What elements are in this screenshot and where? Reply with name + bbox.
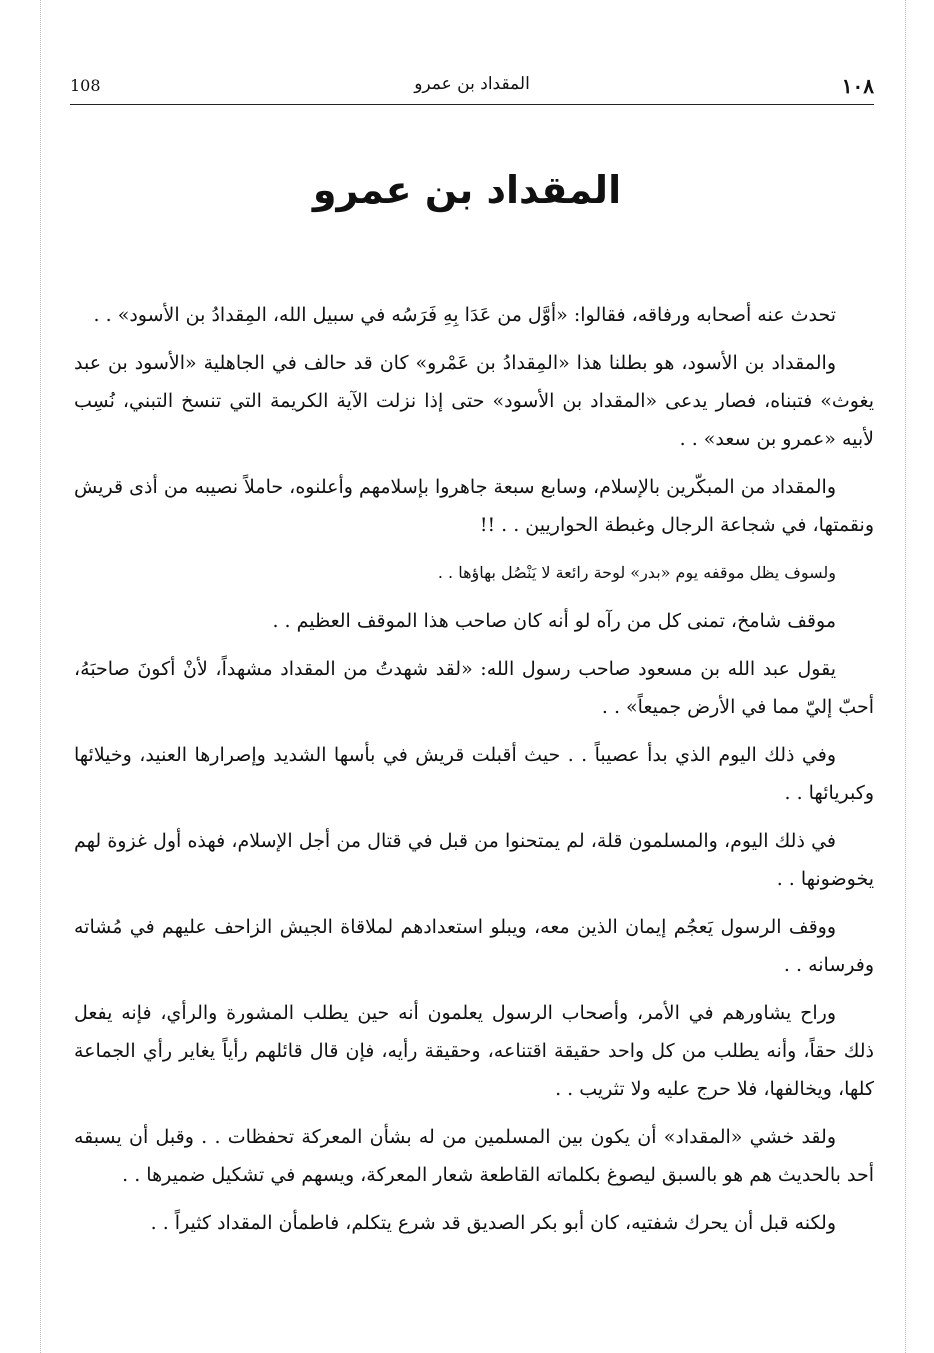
paragraph: في ذلك اليوم، والمسلمون قلة، لم يمتحنوا من قبل في قتال من أجل الإسلام، فهذه أول غزوة لهم يخوضونها . . — [74, 830, 874, 890]
paragraph: وفي ذلك اليوم الذي بدأ عصيباً . . حيث أقبلت قريش في بأسها الشديد وإصرارها العنيد، وخيلائها وكبريائها . . — [74, 744, 874, 804]
paragraph: والمقداد من المبكّرين بالإسلام، وسابع سبعة جاهروا بإسلامهم وأعلنوه، حاملاً نصيبه من أذى قريش ونقمتها، في شجاعة الرجال وغبطة الحواريين . . !! — [74, 476, 874, 536]
paragraph: وراح يشاورهم في الأمر، وأصحاب الرسول يعلمون أنه حين يطلب المشورة والرأي، فإنه يفعل ذلك حقاً، وأنه يطلب من كل واحد حقيقة اقتناعه، وحقيقة رأيه، فإن قال قائلهم رأياً يغاير رأي الجماعة كلها، ويخالفها، فلا حرج عليه ولا تثريب . . — [74, 1002, 874, 1100]
paragraph: تحدث عنه أصحابه ورفاقه، فقالوا: «أوَّل من عَدَا بِهِ فَرَسُه في سبيل الله، المِقدادُ بن الأسود» . . — [93, 304, 836, 326]
page-number-arabic: ١٠٨ — [841, 74, 874, 98]
paragraph: ولقد خشي «المقداد» أن يكون بين المسلمين من له بشأن المعركة تحفظات . . وقبل أن يسبقه أحد بالحديث هم هو بالسبق ليصوغ بكلماته القاطعة شعار المعركة، ويسهم في تشكيل ضميرها . . — [74, 1126, 874, 1186]
chapter-title: المقداد بن عمرو — [312, 168, 622, 212]
chapter-body — [74, 296, 874, 1252]
paragraph: ولكنه قبل أن يحرك شفتيه، كان أبو بكر الصديق قد شرع يتكلم، فاطمأن المقداد كثيراً . . — [150, 1212, 836, 1234]
page-number-latin: 108 — [70, 76, 101, 95]
paragraph: يقول عبد الله بن مسعود صاحب رسول الله: «لقد شهدتُ من المقداد مشهداً، لأنْ أكونَ صاحبَهُ، أحبّ إليّ مما في الأرض جميعاً» . . — [74, 658, 874, 718]
paragraph: موقف شامخ، تمنى كل من رآه لو أنه كان صاحب هذا الموقف العظيم . . — [272, 610, 836, 632]
page-header — [70, 70, 874, 105]
paragraph: والمقداد بن الأسود، هو بطلنا هذا «المِقدادُ بن عَمْرو» كان قد حالف في الجاهلية «الأسود بن عبد يغوث» فتبناه، فصار يدعى «المقداد بن الأسود» حتى إذا نزلت الآية الكريمة التي تنسخ التبني، نُسِب لأبيه «عمرو بن سعد» . . — [74, 352, 874, 450]
paragraph: ووقف الرسول يَعجُم إيمان الذين معه، ويبلو استعدادهم لملاقاة الجيش الزاحف عليهم في مُشاته وفرسانه . . — [74, 916, 874, 976]
paragraph: ولسوف يظل موقفه يوم «بدر» لوحة رائعة لا يَنْصُل بهاؤها . . — [437, 563, 836, 582]
running-title: المقداد بن عمرو — [414, 74, 530, 94]
